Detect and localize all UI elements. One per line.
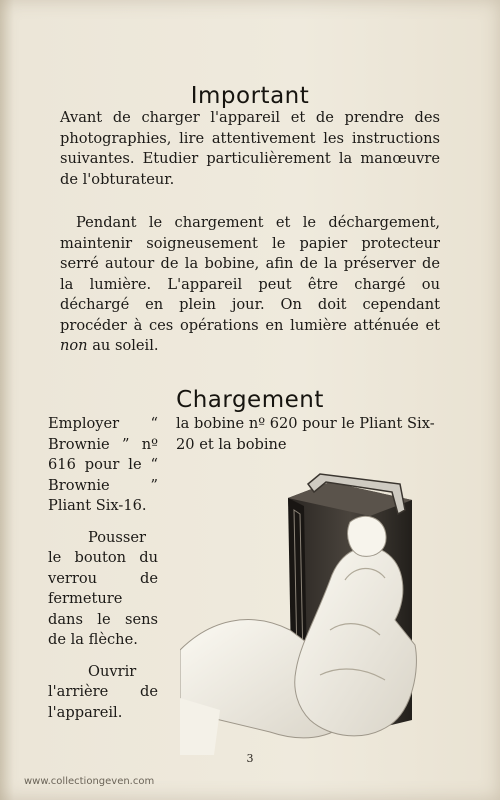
page-number: 3: [246, 752, 254, 765]
paragraph-ouvrir-arriere: Ouvrir l'arrière de l'appareil.: [48, 662, 158, 721]
paragraph-loading-care: [60, 213, 440, 357]
hand-camera-illustration: [180, 470, 420, 755]
paragraph-pousser-bouton: Pousser le bouton du verrou de fermeture dans le sens de la flèche.: [48, 528, 158, 648]
paragraph-instructions: Avant de charger l'appareil et de prendre des photographies, lire attentivement les instructions suivantes. Etudier particulièrement la manœuvre de l'obturateur.: [60, 109, 440, 188]
paragraph-bobine-620: la bobine nº 620 pour le Pliant Six-20 et la bobine: [176, 415, 435, 453]
heading-chargement: Chargement: [176, 387, 324, 414]
heading-important: Important: [190, 83, 310, 110]
watermark-text: www.collectiongeven.com: [24, 776, 155, 787]
paragraph-loading-care-text: Pendant le chargement et le déchargement, maintenir soigneusement le papier protecteur serré autour de la bobine, afin de la préserver de la lumière. L'appareil peut être chargé ou déchargé en plein jour. On doit cependant procéder à ces opérations en lumière atténuée et: [60, 214, 440, 334]
paragraph-bobine-616: Employer “ Brownie ” nº 616 pour le “ Brownie ” Pliant Six-16.: [48, 415, 158, 514]
paragraph-loading-care-end: au soleil.: [87, 337, 159, 354]
left-column-text: [48, 414, 158, 723]
emphasis-non: non: [60, 337, 88, 354]
